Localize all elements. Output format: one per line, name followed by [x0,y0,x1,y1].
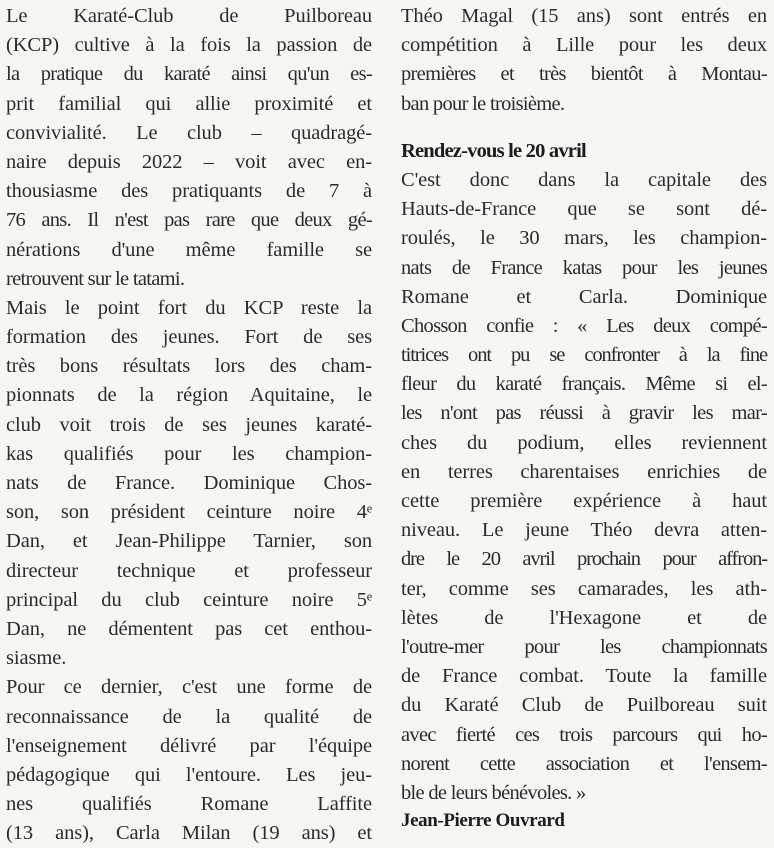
article-line: titrices ont pu se confronter à la fine [401,344,767,367]
article-line: pédagogique qui l'entoure. Les jeu- [6,763,372,786]
article-line: pionnats de la région Aquitaine, le [6,384,372,407]
article-line: cette première expérience à haut [401,490,767,512]
article-line: nes qualifiés Romane Laffite [6,793,372,816]
article-line: en terres charentaises enrichies de [401,460,767,483]
article-line: 76 ans. Il n'est pas rare que deux gé- [6,209,372,232]
article-line: club voit trois de ses jeunes karaté- [6,413,372,436]
article-line: ches du podium, elles reviennent [401,431,767,454]
article-line: ban pour le troisième. [401,92,565,115]
article-line: principal du club ceinture noire 5ᵉ [6,588,372,611]
article-line: premières et très bientôt à Montau- [401,63,767,86]
article-line: très bons résultats lors des cham- [6,355,372,378]
paragraph-gap [401,119,767,137]
article-line: prit familial qui allie proximité et [6,92,372,115]
article-line: reconnaissance de la qualité de [6,705,372,728]
article-line: l'enseignement délivré par l'équipe [6,734,372,757]
article-line: l'outre-mer pour les championnats [401,635,767,658]
article-column-left [6,2,372,848]
article-line: Romane et Carla. Dominique [401,285,767,308]
article-line: directeur technique et professeur [6,559,372,582]
article-line: roulés, le 30 mars, les champion- [401,227,767,250]
article-column-right [401,2,767,834]
article-line: ter, comme ses camarades, les ath- [401,577,767,600]
article-line: Dan, et Jean-Philippe Tarnier, son [6,530,372,553]
article-line: fleur du karaté français. Même si el- [401,373,767,396]
article-line: kas qualifiés pour les champion- [6,442,372,465]
article-line: norent cette association et l'ensem- [401,752,767,775]
article-line: Chosson confie : « Les deux compé- [401,314,767,337]
article-line: la pratique du karaté ainsi qu'un es- [6,63,372,86]
article-line: Dan, ne démentent pas cet enthou- [6,617,372,640]
author-signature: Jean-Pierre Ouvrard [401,810,565,832]
article-line: les n'ont pas réussi à gravir les mar- [401,402,767,425]
article-line: (KCP) cultive à la fois la passion de [6,34,372,57]
article-line: compétition à Lille pour les deux [401,34,767,57]
article-line: C'est donc dans la capitale des [401,168,767,191]
article-line: de France combat. Toute la famille [401,665,767,688]
subheading: Rendez-vous le 20 avril [401,139,586,162]
article-line: niveau. Le jeune Théo devra atten- [401,519,767,542]
article-line: thousiasme des pratiquants de 7 à [6,180,372,203]
article-line: (13 ans), Carla Milan (19 ans) et [6,822,372,845]
article-line: son, son président ceinture noire 4ᵉ [6,501,372,524]
article-line: nats de France. Dominique Chos- [6,472,372,494]
article-line: avec fierté ces trois parcours qui ho- [401,723,767,746]
article-line: retrouvent sur le tatami. [6,267,185,290]
article-line: nérations d'une même famille se [6,238,372,261]
article-line: Pour ce dernier, c'est une forme de [6,676,372,699]
article-line: Mais le point fort du KCP reste la [6,296,372,319]
article-line: nats de France katas pour les jeunes [401,256,767,279]
article-line: siasme. [6,647,67,670]
article-line: convivialité. Le club – quadragé- [6,121,372,144]
article-line: naire depuis 2022 – voit avec en- [6,150,372,173]
article-line: formation des jeunes. Fort de ses [6,326,372,349]
article-line: du Karaté Club de Puilboreau suit [401,694,767,717]
article-line: Le Karaté-Club de Puilboreau [6,5,372,27]
article-line: Théo Magal (15 ans) sont entrés en [401,5,767,27]
article-line: dre le 20 avril prochain pour affron- [401,548,767,571]
article-line: lètes de l'Hexagone et de [401,606,767,629]
article-line: ble de leurs bénévoles. » [401,781,586,804]
article-line: Hauts-de-France que se sont dé- [401,198,767,221]
